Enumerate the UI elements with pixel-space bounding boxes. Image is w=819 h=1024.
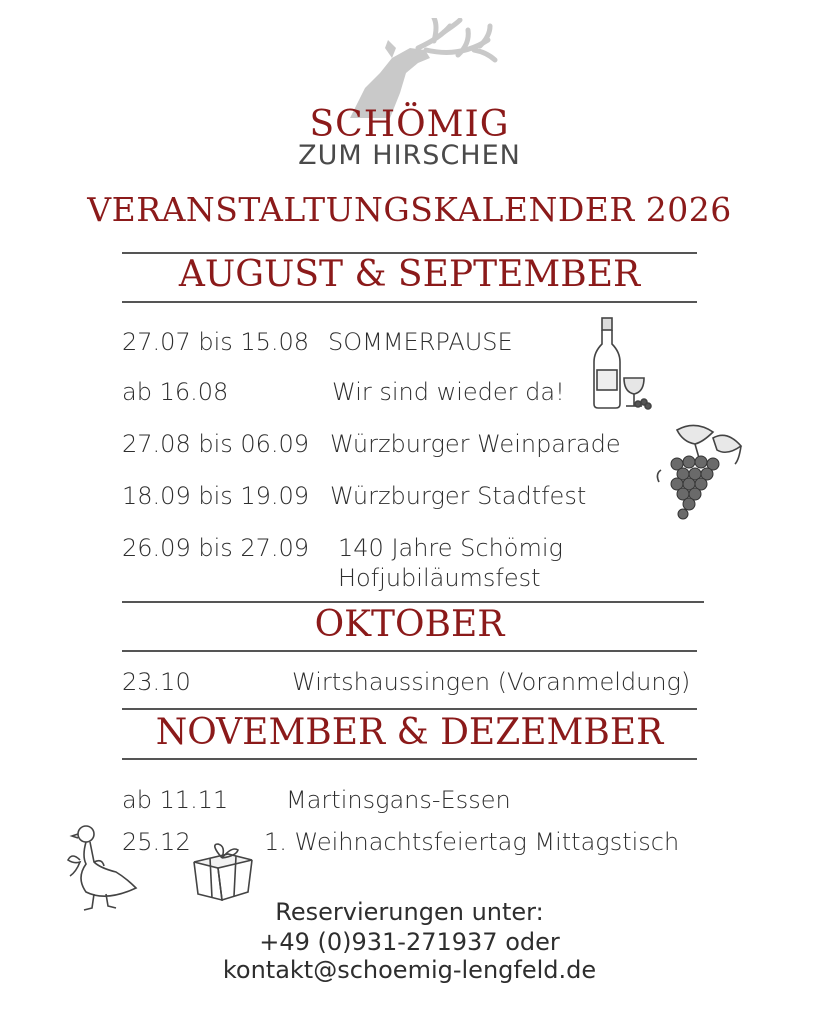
section-title-aug-sep: AUGUST & SEPTEMBER [178,254,641,295]
divider [122,650,697,652]
event-name: Wirtshaussingen (Voranmeldung) [292,668,691,696]
section-title-nov-dez: NOVEMBER & DEZEMBER [155,712,664,753]
event-date: 25.12 [122,828,191,856]
event-date: 27.08 bis 06.09 [122,430,310,458]
brand-name: SCHÖMIG [309,104,510,145]
section-title-oktober: OKTOBER [314,604,505,645]
footer-email: kontakt@schoemig-lengfeld.de [222,956,597,984]
event-name: 1. Weihnachtsfeiertag Mittagstisch [264,828,680,856]
event-date: 23.10 [122,668,191,696]
divider [122,301,697,303]
event-name: Würzburger Stadtfest [330,482,587,510]
grapes-icon [655,420,745,522]
event-date: 26.09 bis 27.09 [122,534,310,562]
footer-phone: +49 (0)931-271937 oder [259,928,560,956]
divider [122,758,697,760]
event-date: 27.07 bis 15.08 [122,328,310,356]
footer-reservations: Reservierungen unter: [275,898,544,926]
event-name: Würzburger Weinparade [330,430,621,458]
event-name: SOMMERPAUSE [328,328,513,356]
event-name: Wir sind wieder da! [332,378,565,406]
wine-bottle-icon [588,316,660,412]
event-name: 140 Jahre Schömig [338,534,563,562]
gift-icon [188,840,258,902]
brand-subtitle: ZUM HIRSCHEN [298,140,521,171]
calendar-title: VERANSTALTUNGSKALENDER 2026 [87,190,732,229]
event-name: Martinsgans-Essen [286,786,511,814]
event-name-continued: Hofjubiläumsfest [338,564,541,592]
event-date: 18.09 bis 19.09 [122,482,310,510]
event-date: ab 11.11 [122,786,229,814]
divider [122,601,704,603]
divider [122,708,697,710]
event-date: ab 16.08 [122,378,229,406]
